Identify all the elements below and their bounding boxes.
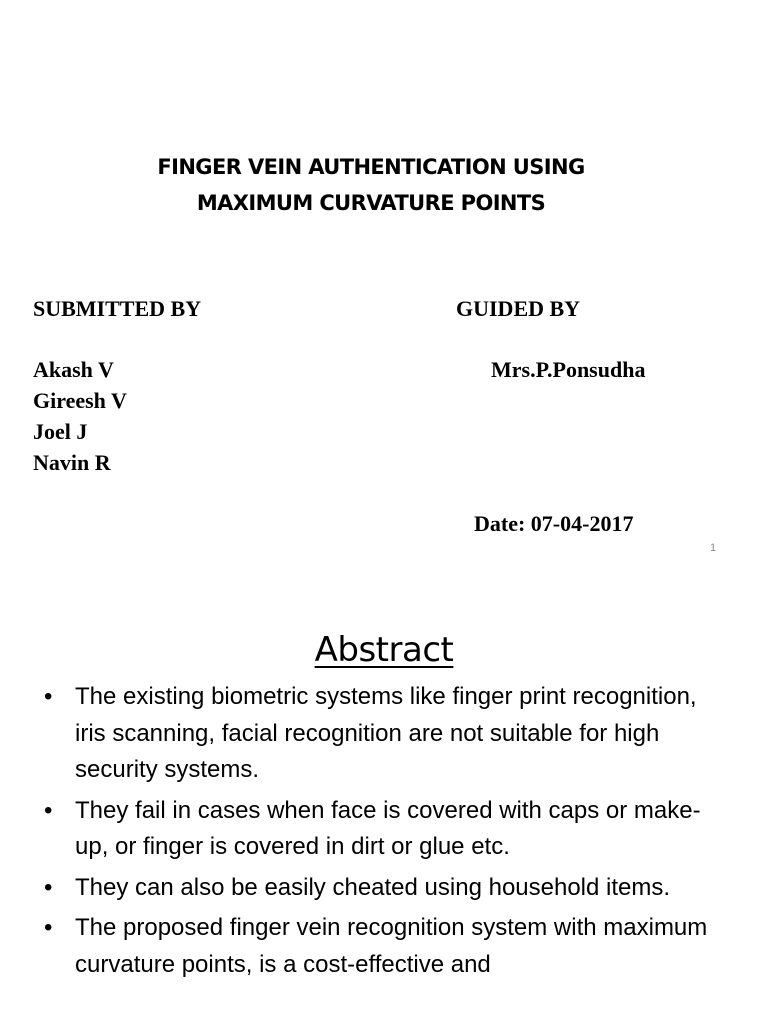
- submitted-by-label: SUBMITTED BY: [33, 296, 202, 321]
- guide-name: Mrs.P.Ponsudha: [491, 357, 646, 382]
- list-item: [40, 793, 730, 866]
- title-line-1: FINGER VEIN AUTHENTICATION USING: [157, 155, 585, 179]
- student-name: Joel J: [33, 419, 88, 444]
- abstract-heading: Abstract: [314, 630, 454, 670]
- student-name: Navin R: [33, 450, 111, 475]
- student-name: Akash V: [33, 357, 114, 382]
- slide-abstract: [0, 576, 768, 1024]
- bullet-icon: •: [44, 873, 53, 901]
- bullet-text: They can also be easily cheated using household items.: [75, 873, 671, 901]
- bullet-icon: •: [44, 796, 53, 824]
- bullet-text: The existing biometric systems like finger print recognition, iris scanning, facial recognition are not suitable for high security systems.: [75, 683, 697, 783]
- list-item: [40, 679, 730, 789]
- abstract-bullet-list: [40, 679, 730, 987]
- student-name: Gireesh V: [33, 388, 127, 413]
- presentation-date: Date: 07-04-2017: [474, 511, 634, 536]
- slide-number: 1: [710, 542, 717, 554]
- bullet-text: They fail in cases when face is covered with caps or make-up, or finger is covered in dirt or glue etc.: [75, 796, 701, 860]
- list-item: [40, 870, 730, 907]
- bullet-text: The proposed finger vein recognition system with maximum curvature points, is a cost-effective and: [75, 914, 708, 978]
- list-item: [40, 910, 730, 983]
- title-line-2: MAXIMUM CURVATURE POINTS: [196, 191, 546, 215]
- bullet-icon: •: [44, 914, 53, 941]
- guided-by-label: GUIDED BY: [456, 296, 581, 321]
- bullet-icon: •: [44, 683, 53, 710]
